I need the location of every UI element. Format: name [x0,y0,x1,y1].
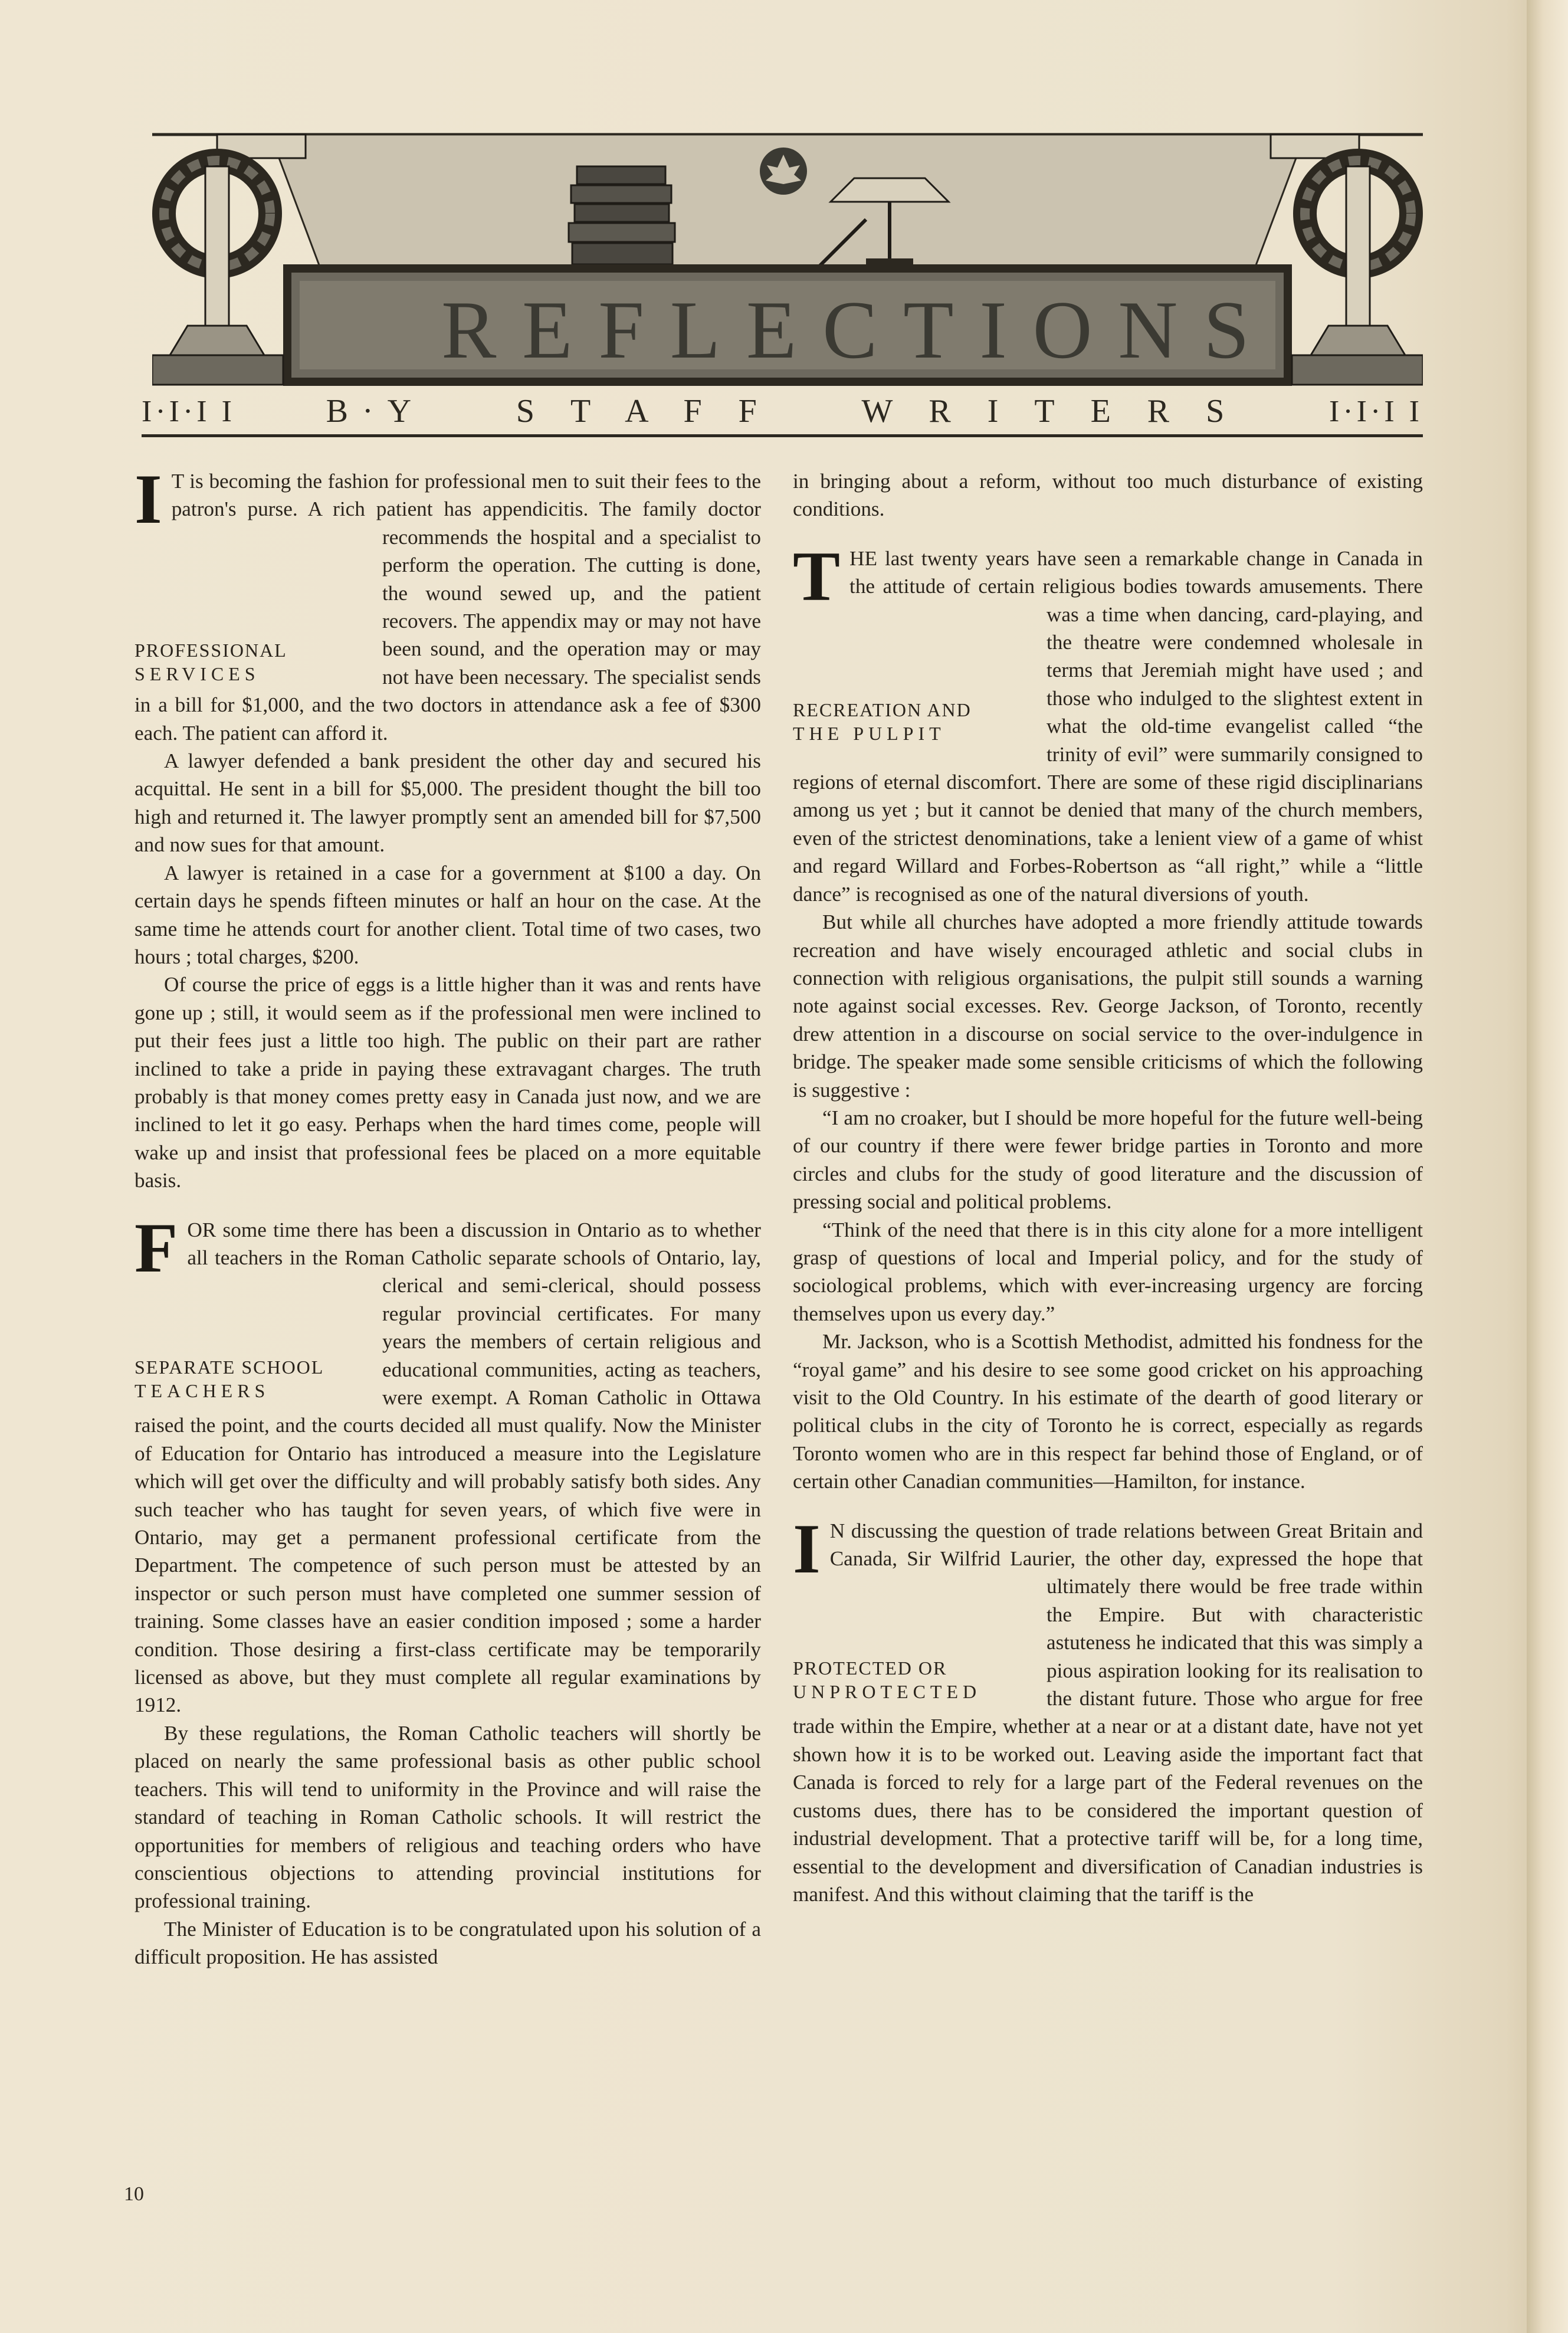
byline-word: B·Y [326,393,426,430]
byline-word: S T A F F [516,393,771,430]
drop-cap: F [135,1208,178,1287]
sidehead-line: TEACHERS [135,1380,270,1401]
paragraph: But while all churches have adopted a more friendly attitude towards recreation and have wisely encouraged athletic and social clubs in connection with religious organisations, the pulpit still sounds a warning note against social excesses. Rev. George Jackson, of Toronto, recently drew attention in a discourse on social service to the over-indulgence in bridge. The speaker made some sensible criticisms of which the following is suggestive : [793,910,1423,1102]
title-letter: E [746,284,797,376]
paragraph: The Minister of Education is to be congratulated upon his solution of a difficult proposition. He has assisted [135,1917,761,1969]
sidehead-line: SEPARATE SCHOOL [135,1356,324,1378]
sidehead-recreation [793,698,1035,745]
title-letter: N [1118,284,1178,376]
sidehead-protected [793,1656,1035,1703]
title-letter: I [979,284,1007,376]
paragraph: A lawyer is retained in a case for a government at $100 a day. On certain days he spends fifteen minutes or half an hour on the case. At the same time he attends court for another client. Total time of two cases, two hours ; total charges, $200. [135,861,761,968]
sidehead-line: PROTECTED OR [793,1657,947,1679]
paragraph: “Think of the need that there is in this city alone for a more intelligent grasp of questions of local and Imperial policy, and for the study of sociological problems, which with ever-increasing urgency are forcing themselves upon us every day.” [793,1218,1423,1325]
byline-ornament-left: I·I·I I [142,394,235,428]
left-column [135,460,761,1971]
paragraph: Of course the price of eggs is a little higher than it was and rents have gone up ; still, it would seem as if the professional men were inclined to put their fees just a little too high. The public on their part are rather inclined to take a pride in paying these extravagant charges. The truth probably is that money comes pretty easy in Canada just now, and we are inclined to let it go easy. Perhaps when the hard times come, people will wake up and insist that professional fees be placed on a more equitable basis. [135,973,761,1192]
paragraph: By these regulations, the Roman Catholic teachers will shortly be placed on nearly the same professional basis as other public school teachers. This will tend to uniformity in the Province and will raise the standard of teaching in Roman Catholic schools. It will restrict the opportunities for members of religious and teaching orders who have conscientious objections to attending provincial institutions for professional training. [135,1721,761,1913]
section-professional-services [135,460,761,1195]
paragraph: OR some time there has been a discussion in Ontario as to whether all teachers in the Roman Catholic separate schools of Ontario, lay, clerical and semi-clerical, should possess regular provincial certificates. For many years the members of certain religious and educational communities, acting as teachers, were exempt. A Roman Catholic in Ottawa raised the point, and the courts decided all must qualify. Now the Minister of Education for Ontario has introduced a measure into the Legislature which will get over the difficulty and will probably satisfy both sides. Any such teacher who has taught for seven years, of which five were in Ontario, may get a permanent professional certificate from the Department. The competence of such person must be attested by an inspector or such person must have completed one summer session of training. Some classes have an easier condition imposed ; some a harder condition. Those desiring a first-class certificate may be temporarily licensed as above, but they must complete all regular examinations by 1912. [135,1218,761,1717]
title-letter: F [598,284,645,376]
paragraph: T is becoming the fashion for professional men to suit their fees to the patron's purse. A rich patient has appendicitis. The family doctor recommends the hospital and a specialist to perform the operation. The cutting is done, the wound sewed up, and the patient recovers. The appendix may or may not have been sound, and the operation may or may not have been necessary. The specialist sends in a bill for $1,000, and the two doctors in attendance ask a fee of $300 each. The patient can afford it. [135,470,761,745]
reflections-banner [152,131,1423,391]
sidehead-line: RECREATION AND [793,699,972,720]
paragraph: HE last twenty years have seen a remarkable change in Canada in the attitude of certain religious bodies towards amusements. There was a time when dancing, card-playing, and the theatre were condemned wholesale in terms that Jeremiah might have used ; and those who indulged to the slightest extent in what the old-time evangelist called “the trinity of evil” were summarily consigned to regions of eternal discomfort. There are some of these rigid disciplinarians among us yet ; but it cannot be denied that many of the church members, even of the strictest denominations, take a lenient view of a game of whist and regard Willard and Forbes-Robertson as “all right,” while a “little dance” is recognised as one of the natural diversions of youth. [793,546,1423,906]
section-recreation-pulpit [793,536,1423,1496]
sidehead-separate [135,1355,370,1403]
drop-cap: I [135,460,162,538]
drop-cap: I [793,1509,821,1588]
sidehead-line: SERVICES [135,663,260,684]
title-letter: O [1032,284,1093,376]
banner-title [435,280,1255,380]
paragraph: in bringing about a reform, without too much disturbance of existing conditions. [793,470,1423,521]
sidehead-line: UNPROTECTED [793,1680,982,1702]
right-column [793,467,1423,1908]
title-letter: R [441,284,497,376]
title-letter: E [522,284,573,376]
books-icon [569,166,675,264]
paragraph: N discussing the question of trade relations between Great Britain and Canada, Sir Wilfrid Laurier, the other day, expressed the hope that ultimately there would be free trade within the Empire. But with characteristic astuteness he indicated that this was simply a pious aspiration looking for its realisation to the distant future. Those who argue for free trade within the Empire, whether at a near or at a distant date, have not yet shown how it is to be worked out. Leaving aside the important fact that Canada is forced to rely for a large part of the Federal revenues on the customs dues, there has to be considered the important question of industrial development. That a protective tariff will be, for a long time, essential to the development and diversification of Canadian industries is manifest. And this without claiming that the tariff is the [793,1519,1423,1906]
byline-word: W R I T E R S [861,393,1239,430]
drop-cap: T [793,536,841,615]
sidehead-line: PROFESSIONAL [135,640,287,661]
byline-rule [142,434,1423,437]
byline [142,391,1423,432]
title-letter: S [1203,284,1249,376]
page-number: 10 [124,2183,144,2205]
page-gutter [1527,0,1568,2333]
section-separate-school-teachers [135,1208,761,1971]
title-letter: C [822,284,878,376]
section-protected-unprotected [793,1509,1423,1909]
sidehead-professional [135,638,370,686]
paragraph: “I am no croaker, but I should be more hopeful for the future well-being of our country if there were fewer bridge parties in Toronto and more circles and clubs for the study of good literature and the discussion of pressing social and political problems. [793,1106,1423,1214]
paragraph: Mr. Jackson, who is a Scottish Methodist, admitted his fondness for the “royal game” and his desire to see some good cricket on his approaching visit to the Old Country. In his estimate of the dearth of good literary or political clubs in the city of Toronto he is correct, especially as regards Toronto women who are in this respect far behind those of England, or of certain other Canadian communities—Hamilton, for instance. [793,1330,1423,1493]
sidehead-line: THE PULPIT [793,722,946,744]
left-wreath-icon [152,135,306,385]
paragraph: A lawyer defended a bank president the other day and secured his acquittal. He sent in a bill for $5,000. The president thought the bill too high and returned it. The lawyer promptly sent an amended bill for $7,500 and now sues for that amount. [135,749,761,857]
right-wreath-icon [1271,135,1423,385]
title-letter: L [670,284,721,376]
title-letter: T [903,284,954,376]
byline-ornament-right: I·I·I I [1329,394,1423,428]
